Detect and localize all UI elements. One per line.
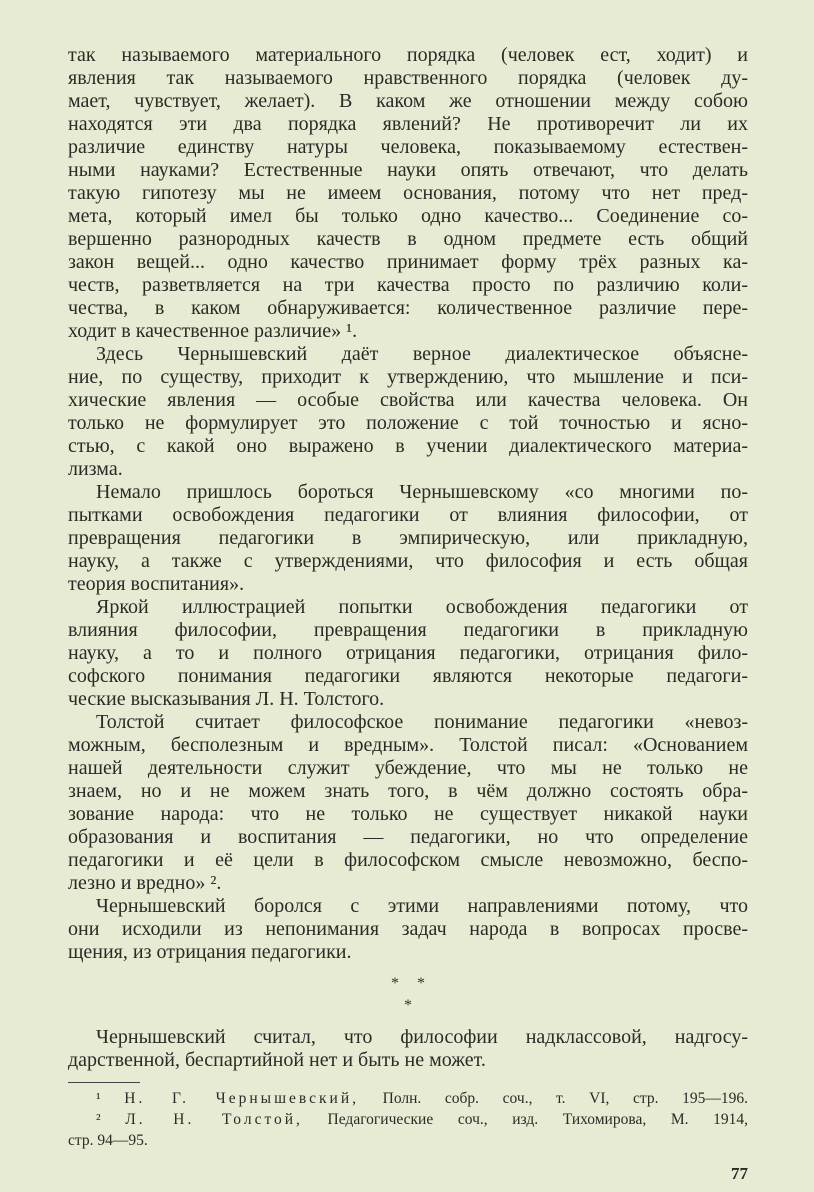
footnote-marker: ² — [96, 1111, 101, 1128]
text-line: ходит в качественное различие» ¹. — [68, 320, 358, 342]
text-line: зование народа: что не только не существует никакой науки — [68, 803, 748, 825]
text-line: они исходили из непонимания задач народа в вопросах просве- — [68, 918, 748, 940]
paragraph — [68, 596, 748, 711]
text-line: педагогики и её цели в философском смысле невозможно, беспо- — [68, 849, 748, 871]
footnote-2 — [68, 1109, 748, 1130]
final-paragraph — [68, 1026, 748, 1072]
text-line: только не формулирует это положение с той точностью и ясно- — [68, 412, 748, 434]
text-line: щения, из отрицания педагогики. — [68, 941, 352, 963]
text-line: честв, разветвляется на три качества просто по различию коли- — [68, 274, 748, 296]
text-line: влияния философии, превращения педагогики в прикладную — [68, 619, 748, 641]
text-line: науку, а также с утверждениями, что философия и есть общая — [68, 550, 748, 572]
text-line: ными науками? Естественные науки опять отвечают, что делать — [68, 159, 748, 181]
paragraph — [68, 895, 748, 964]
text-line: мета, который имел бы только одно качество... Соединение со- — [68, 205, 748, 227]
text-line: дарственной, беспартийной нет и быть не может. — [68, 1049, 486, 1071]
section-break-stars-top: * * — [391, 975, 425, 992]
text-line: различие единству натуры человека, показываемому естествен- — [68, 136, 748, 158]
text-line: Немало пришлось бороться Чернышевскому «со многими по- — [96, 481, 748, 503]
text-line: чества, в каком обнаруживается: количественное различие пере- — [68, 297, 748, 319]
text-line: софского понимания педагогики являются некоторые педагоги- — [68, 665, 748, 687]
text-line: Здесь Чернышевский даёт верное диалектическое объясне- — [96, 343, 748, 365]
paragraph — [68, 343, 748, 481]
text-line: так называемого материального порядка (человек ест, ходит) и — [68, 44, 748, 66]
text-line: науку, а то и полного отрицания педагогики, отрицания фило- — [68, 642, 748, 664]
footnote-2-continuation: стр. 94—95. — [68, 1132, 148, 1149]
footnote-text: Педагогические соч., изд. Тихомирова, М. 1914, — [302, 1111, 748, 1128]
text-line: ние, по существу, приходит к утверждению, что мышление и пси- — [68, 366, 748, 388]
page-column — [68, 44, 748, 1185]
text-line: явления так называемого нравственного порядка (человек ду- — [68, 67, 748, 89]
text-line: лезно и вредно» ². — [68, 872, 222, 894]
footnote-divider — [68, 1082, 140, 1083]
body-text — [68, 44, 748, 964]
footnote-author: Н. Г. Чернышевский, — [124, 1090, 360, 1107]
text-line: нашей деятельности служит убеждение, что мы не только не — [68, 757, 748, 779]
text-line: теория воспитания». — [68, 573, 245, 595]
text-line: стью, с какой оно выражено в учении диалектического материа- — [68, 435, 748, 457]
section-break-stars-bottom: * — [404, 997, 412, 1014]
text-line: Яркой иллюстрацией попытки освобождения педагогики от — [96, 596, 748, 618]
text-line: превращения педагогики в эмпирическую, или прикладную, — [68, 527, 748, 549]
paragraph — [68, 1026, 748, 1072]
text-line: находятся эти два порядка явлений? Не противоречит ли их — [68, 113, 748, 135]
footnotes — [68, 1088, 748, 1151]
text-line: вершенно разнородных качеств в одном предмете есть общий — [68, 228, 748, 250]
footnote-author: Л. Н. Толстой, — [125, 1111, 303, 1128]
text-line: знаем, но и не можем знать того, в чём должно состоять обра- — [68, 780, 748, 802]
footnote-marker: ¹ — [96, 1090, 101, 1107]
paragraph — [68, 44, 748, 343]
text-line: хические явления — особые свойства или качества человека. Он — [68, 389, 748, 411]
text-line: такую гипотезу мы не имеем основания, потому что нет пред- — [68, 182, 748, 204]
paragraph — [68, 481, 748, 596]
page-number: 77 — [731, 1164, 748, 1183]
text-line: ческие высказывания Л. Н. Толстого. — [68, 688, 385, 710]
text-line: пытками освобождения педагогики от влияния философии, от — [68, 504, 748, 526]
text-line: Толстой считает философское понимание педагогики «невоз- — [96, 711, 748, 733]
text-line: Чернышевский боролся с этими направлениями потому, что — [96, 895, 748, 917]
footnote-1 — [68, 1088, 748, 1109]
text-line: лизма. — [68, 458, 123, 480]
paragraph — [68, 711, 748, 895]
text-line: Чернышевский считал, что философии надклассовой, надгосу- — [96, 1026, 748, 1048]
text-line: закон вещей... одно качество принимает форму трёх разных ка- — [68, 251, 748, 273]
text-line: мает, чувствует, желает). В каком же отношении между собою — [68, 90, 748, 112]
text-line: образования и воспитания — педагогики, но что определение — [68, 826, 748, 848]
footnote-text: Полн. собр. соч., т. VI, стр. 195—196. — [359, 1090, 748, 1107]
text-line: можным, бесполезным и вредным». Толстой писал: «Основанием — [68, 734, 748, 756]
